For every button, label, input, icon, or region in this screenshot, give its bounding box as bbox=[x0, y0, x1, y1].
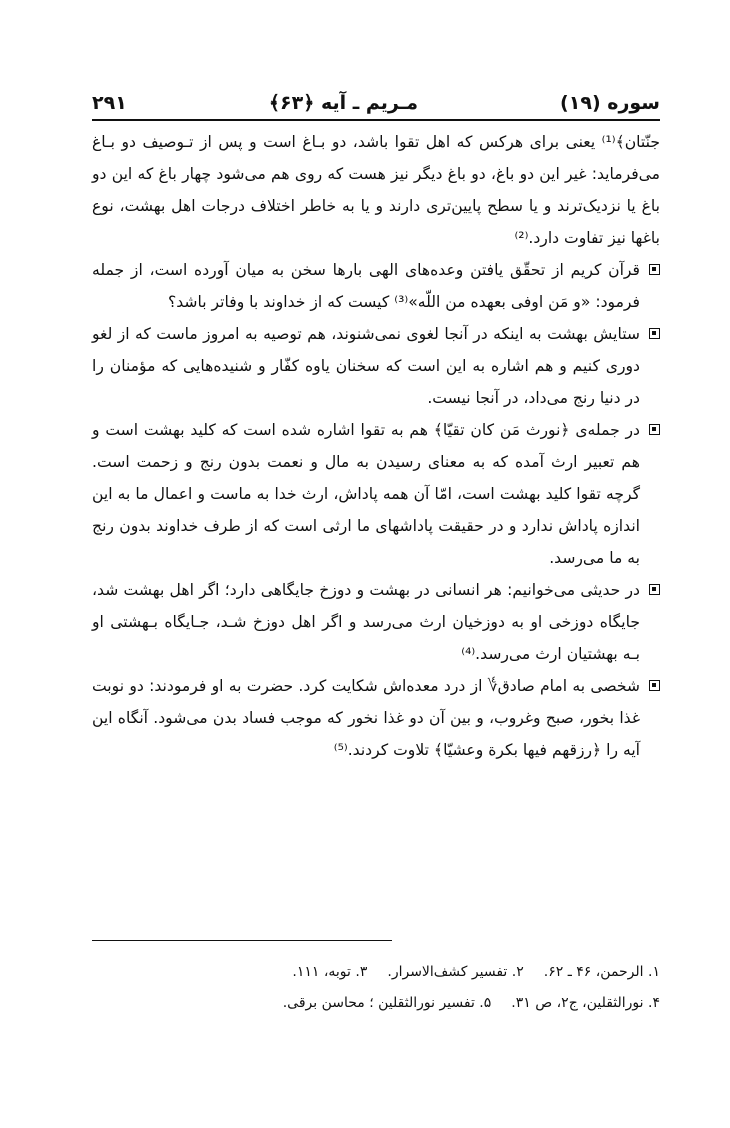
bullet-paragraph bbox=[92, 414, 660, 574]
footnote-item: ۴. نورالثقلین، ج۲، ص ۳۱. bbox=[511, 995, 660, 1011]
paragraph-text: قرآن کریم از تحقّق یافتن وعده‌های الهی بارها سخن به میان آورده است، از جمله فرمود: «و مَن اوفی بعهده من اللّه»⁽³⁾ کیست که از خداوند با وفاتر باشد؟ bbox=[92, 261, 640, 311]
footnote-item: ۲. تفسیر کشف‌الاسرار. bbox=[387, 964, 524, 980]
footnote-line bbox=[92, 988, 660, 1019]
footnotes bbox=[92, 957, 660, 1019]
bullet-paragraph bbox=[92, 574, 660, 670]
footnote-line bbox=[92, 957, 660, 988]
square-bullet-icon bbox=[649, 584, 660, 595]
paragraph-text: در جمله‌ی ﴿نورث مَن کان تقیّا﴾ هم به تقوا اشاره شده است که کلید بهشت است و هم تعبیر ارث آمده که به معنای رسیدن به مال و نعمت بدون رنج و زحمت است. گرچه تقوا کلید بهشت است، امّا آن همه پاداش، ارث خدا به ماست و اعمال ما به این اندازه پاداش ندارد و در حقیقت پاداشهای ما ارثی است که از طرف خداوند بدون رنج به ما می‌رسد. bbox=[92, 421, 640, 567]
paragraph-text: ستایش بهشت به اینکه در آنجا لغوی نمی‌شنوند، هم توصیه به امروز ماست که از لغو دوری کنیم و هم اشاره به این است که سخنان یاوه کفّار و شنیده‌هایی که مؤمنان را در دنیا رنج می‌داد، در آنجا نیست. bbox=[92, 325, 640, 407]
footnote-divider bbox=[92, 940, 392, 941]
bullet-paragraph bbox=[92, 670, 660, 766]
square-bullet-icon bbox=[649, 264, 660, 275]
surah-label: سوره (۱۹) bbox=[560, 92, 660, 114]
square-bullet-icon bbox=[649, 424, 660, 435]
paragraph-text: شخصی به امام صادق‌؇ از درد معده‌اش شکایت کرد. حضرت به او فرمودند: دو نوبت غذا بخور، صبح وغروب، و بین آن دو غذا نخور که موجب فساد بدن می‌شود. آنگاه این آیه را ﴿رزقهم فیها بکرة وعشیّا﴾ تلاوت کردند.⁽⁵⁾ bbox=[92, 677, 640, 759]
footnote-item: ۱. الرحمن، ۴۶ ـ ۶۲. bbox=[543, 964, 660, 980]
bullet-paragraph bbox=[92, 254, 660, 318]
header-divider bbox=[92, 119, 660, 121]
footnote-item: ۵. تفسیر نورالثقلین ؛ محاسن برقی. bbox=[282, 995, 492, 1011]
paragraph-text: در حدیثی می‌خوانیم: هر انسانی در بهشت و دوزخ جایگاهی دارد؛ اگر اهل بهشت شد، جایگاه دوزخی او به دوزخیان ارث می‌رسد و اگر اهل دوزخ شـد، جـایگاه بـهشتی او بـه بهشتیان ارث می‌رسد.⁽⁴⁾ bbox=[92, 581, 640, 663]
square-bullet-icon bbox=[649, 680, 660, 691]
commentary-body bbox=[92, 126, 660, 766]
footnote-item: ۳. توبه، ۱۱۱. bbox=[292, 964, 368, 980]
verse-title: مـریم ـ آیه ﴿۶۳﴾ bbox=[268, 92, 418, 114]
page-header bbox=[92, 86, 660, 120]
paragraph-text: جنّتان﴾⁽¹⁾ یعنی برای هرکس که اهل تقوا باشد، دو بـاغ است و پس از تـوصیف دو بـاغ می‌فرماید: غیر این دو باغ، دو باغ دیگر نیز هست که روی هم می‌شود چهار باغ که این دو باغ یا نزدیک‌ترند و یا سطح پایین‌تری دارند و یا به خاطر اختلاف درجات اهل بهشت، نوع باغها نیز تفاوت دارد.⁽²⁾ bbox=[92, 133, 660, 247]
paragraph bbox=[92, 126, 660, 254]
page-number: ۲۹۱ bbox=[92, 92, 127, 114]
square-bullet-icon bbox=[649, 328, 660, 339]
bullet-paragraph bbox=[92, 318, 660, 414]
